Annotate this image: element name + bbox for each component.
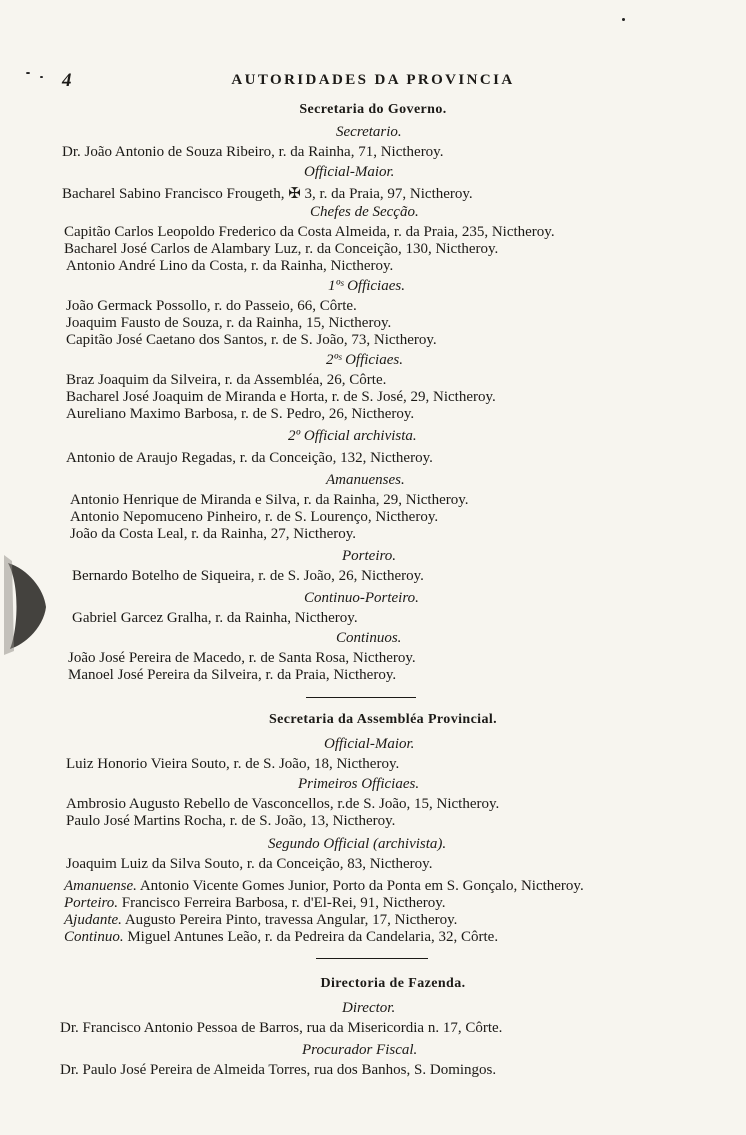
- entry-line: Dr. Francisco Antonio Pessoa de Barros, rua da Misericordia n. 17, Côrte.: [60, 1020, 503, 1036]
- inline-entry-label: Continuo.: [64, 929, 124, 945]
- entry-line: Capitão Carlos Leopoldo Frederico da Costa Almeida, r. da Praia, 235, Nictheroy.: [64, 224, 555, 240]
- entry-line: Manoel José Pereira da Silveira, r. da Praia, Nictheroy.: [68, 667, 397, 683]
- entry-line: Antonio Nepomuceno Pinheiro, r. de S. Lourenço, Nictheroy.: [70, 509, 439, 525]
- section-divider: [306, 697, 416, 698]
- entry-line: Paulo José Martins Rocha, r. de S. João, 13, Nictheroy.: [66, 813, 396, 829]
- role-label: 2ºˢ Officiaes.: [326, 352, 403, 368]
- section-divider: [316, 958, 428, 959]
- role-label: Chefes de Secção.: [310, 204, 419, 220]
- entry-line: Braz Joaquim da Silveira, r. da Assembléa, 26, Côrte.: [66, 372, 387, 388]
- role-label: Primeiros Officiaes.: [298, 776, 420, 792]
- entry-line: Aureliano Maximo Barbosa, r. de S. Pedro, 26, Nictheroy.: [66, 406, 415, 422]
- entry-line: João Germack Possollo, r. do Passeio, 66, Côrte.: [66, 298, 357, 314]
- entry-line: João José Pereira de Macedo, r. de Santa Rosa, Nictheroy.: [68, 650, 416, 666]
- role-label: Continuo-Porteiro.: [304, 590, 419, 606]
- entry-line: Gabriel Garcez Gralha, r. da Rainha, Nictheroy.: [72, 610, 358, 626]
- entry-line: Bacharel José Joaquim de Miranda e Horta, r. de S. José, 29, Nictheroy.: [66, 389, 496, 405]
- section-title-directoria-fazenda: Directoria de Fazenda.: [320, 976, 466, 991]
- entry-line: Joaquim Luiz da Silva Souto, r. da Conceição, 83, Nictheroy.: [66, 856, 433, 872]
- binding-shadow: [4, 555, 50, 655]
- role-label: 2º Official archivista.: [288, 428, 417, 444]
- inline-entry-text: Antonio Vicente Gomes Junior, Porto da Ponta em S. Gonçalo, Nictheroy.: [139, 878, 584, 894]
- inline-entry: [64, 929, 498, 946]
- inline-entry-label: Ajudante.: [64, 912, 122, 928]
- running-title: AUTORIDADES DA PROVINCIA: [231, 72, 515, 88]
- entry-line: Antonio de Araujo Regadas, r. da Conceição, 132, Nictheroy.: [66, 450, 433, 466]
- role-label: Procurador Fiscal.: [302, 1042, 418, 1058]
- inline-entry-text: Miguel Antunes Leão, r. da Pedreira da Candelaria, 32, Côrte.: [127, 929, 499, 945]
- role-label: Continuos.: [336, 630, 402, 646]
- role-label: Porteiro.: [342, 548, 397, 564]
- page-number: 4: [62, 70, 72, 91]
- entry-line: Joaquim Fausto de Souza, r. da Rainha, 15, Nictheroy.: [66, 315, 392, 331]
- inline-entry: [64, 878, 584, 895]
- entry-line: Luiz Honorio Vieira Souto, r. de S. João, 18, Nictheroy.: [66, 756, 400, 772]
- section-title-secretaria-governo: Secretaria do Governo.: [299, 102, 447, 117]
- entry-line: Bacharel José Carlos de Alambary Luz, r. da Conceição, 130, Nictheroy.: [64, 241, 499, 257]
- page-header: [0, 70, 746, 94]
- inline-entry-text: Augusto Pereira Pinto, travessa Angular, 17, Nictheroy.: [124, 912, 458, 928]
- section-title-secretaria-assemblea: Secretaria da Assembléa Provincial.: [268, 712, 498, 727]
- role-label: 1ºˢ Officiaes.: [328, 278, 405, 294]
- inline-entry-text: Francisco Ferreira Barbosa, r. d'El-Rei, 91, Nictheroy.: [121, 895, 446, 911]
- entry-line: João da Costa Leal, r. da Rainha, 27, Nictheroy.: [70, 526, 357, 542]
- role-label: Director.: [342, 1000, 396, 1016]
- role-label: Official-Maior.: [324, 736, 415, 752]
- entry-line: Bacharel Sabino Francisco Frougeth, ✠ 3, r. da Praia, 97, Nictheroy.: [62, 186, 473, 202]
- inline-entry-label: Porteiro.: [64, 895, 119, 911]
- inline-entry-label: Amanuense.: [64, 878, 137, 894]
- role-label: Segundo Official (archivista).: [268, 836, 447, 852]
- role-label: Secretario.: [336, 124, 402, 140]
- ink-speck: [40, 76, 43, 78]
- entry-line: Bernardo Botelho de Siqueira, r. de S. João, 26, Nictheroy.: [72, 568, 424, 584]
- entry-line: Antonio André Lino da Costa, r. da Rainha, Nictheroy.: [66, 258, 394, 274]
- role-label: Amanuenses.: [326, 472, 405, 488]
- ink-speck: [26, 72, 30, 74]
- entry-line: Ambrosio Augusto Rebello de Vasconcellos, r.de S. João, 15, Nictheroy.: [66, 796, 500, 812]
- role-label: Official-Maior.: [304, 164, 395, 180]
- entry-line: Antonio Henrique de Miranda e Silva, r. da Rainha, 29, Nictheroy.: [70, 492, 469, 508]
- entry-line: Dr. Paulo José Pereira de Almeida Torres, rua dos Banhos, S. Domingos.: [60, 1062, 497, 1078]
- entry-line: Dr. João Antonio de Souza Ribeiro, r. da Rainha, 71, Nictheroy.: [62, 144, 444, 160]
- inline-entry: [64, 895, 446, 912]
- entry-line: Capitão José Caetano dos Santos, r. de S. João, 73, Nictheroy.: [66, 332, 437, 348]
- ink-speck: [622, 18, 625, 21]
- inline-entry: [64, 912, 457, 929]
